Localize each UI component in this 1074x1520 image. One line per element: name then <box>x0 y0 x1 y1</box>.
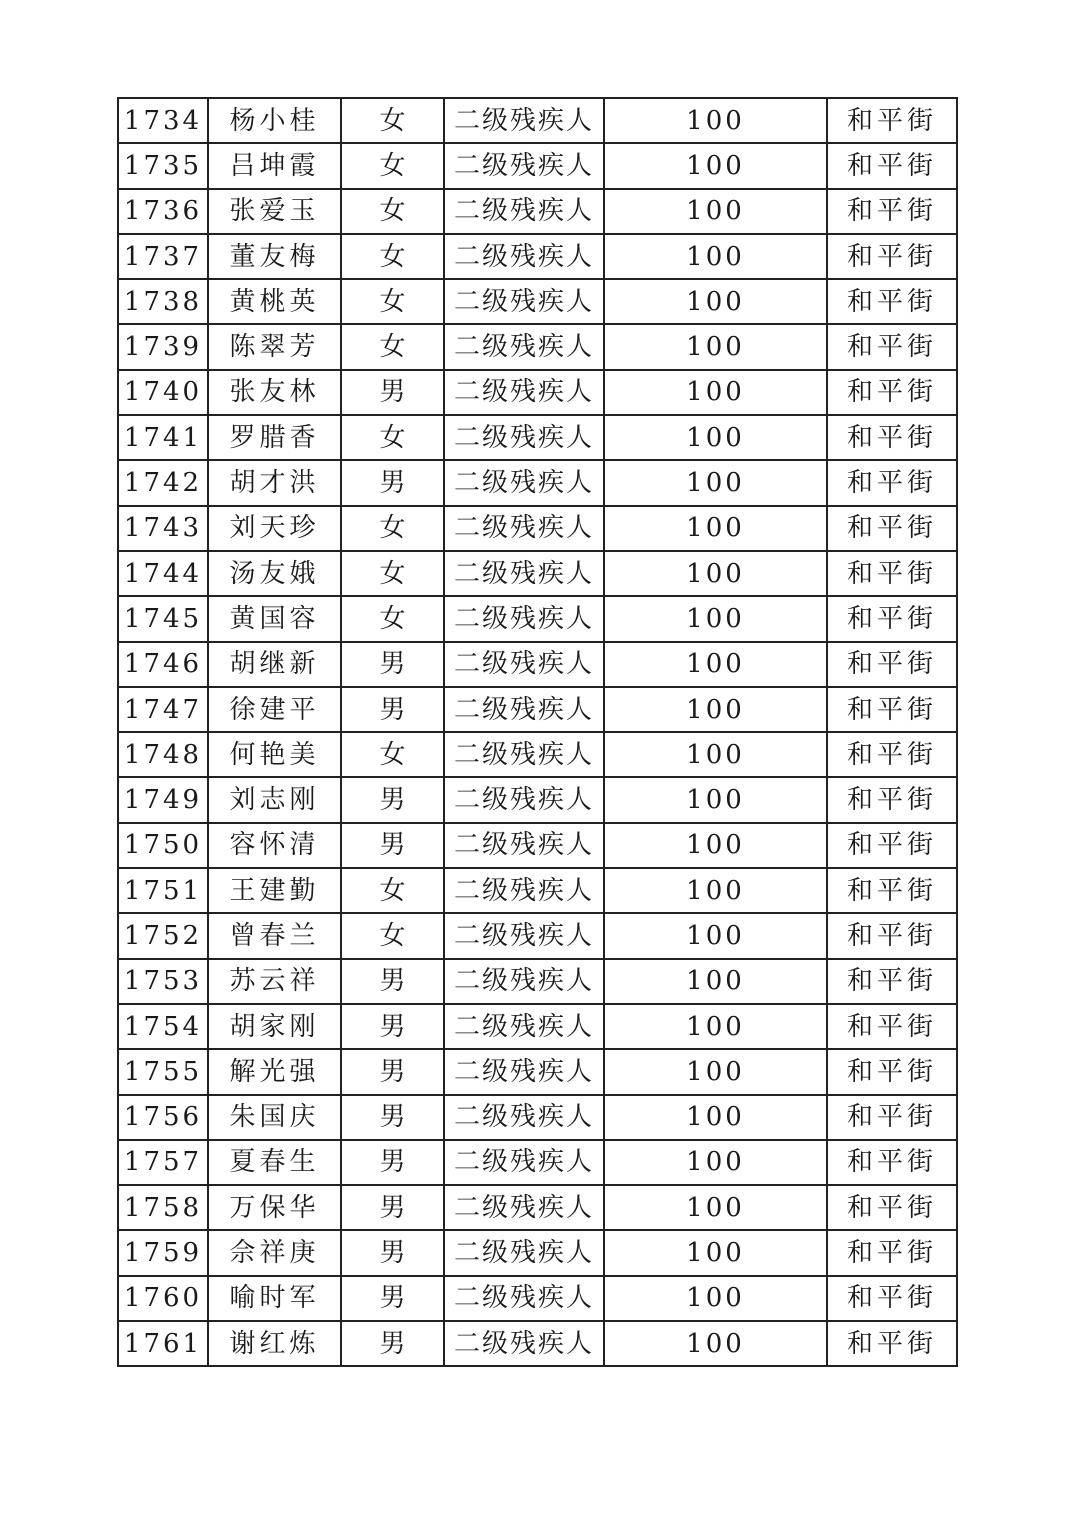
cell-serial-number: 1743 <box>118 506 208 551</box>
cell-serial-number: 1752 <box>118 913 208 958</box>
cell-street: 和平街 <box>827 143 957 188</box>
cell-amount: 100 <box>604 98 827 143</box>
cell-gender: 女 <box>341 234 444 279</box>
cell-street: 和平街 <box>827 370 957 415</box>
cell-gender: 女 <box>341 189 444 234</box>
cell-serial-number: 1761 <box>118 1321 208 1366</box>
cell-disability-level: 二级残疾人 <box>444 1049 604 1094</box>
table-row <box>118 687 957 732</box>
cell-street: 和平街 <box>827 1321 957 1366</box>
cell-name: 吕坤霞 <box>208 143 341 188</box>
table-row <box>118 596 957 641</box>
table-row <box>118 143 957 188</box>
cell-street: 和平街 <box>827 279 957 324</box>
cell-name: 胡继新 <box>208 642 341 687</box>
cell-disability-level: 二级残疾人 <box>444 98 604 143</box>
cell-street: 和平街 <box>827 234 957 279</box>
cell-disability-level: 二级残疾人 <box>444 913 604 958</box>
cell-amount: 100 <box>604 143 827 188</box>
cell-street: 和平街 <box>827 551 957 596</box>
cell-street: 和平街 <box>827 1140 957 1185</box>
table-row <box>118 959 957 1004</box>
cell-amount: 100 <box>604 596 827 641</box>
table-row <box>118 1140 957 1185</box>
cell-gender: 男 <box>341 1230 444 1275</box>
cell-name: 董友梅 <box>208 234 341 279</box>
cell-gender: 男 <box>341 1185 444 1230</box>
cell-serial-number: 1741 <box>118 415 208 460</box>
cell-street: 和平街 <box>827 1276 957 1321</box>
cell-serial-number: 1737 <box>118 234 208 279</box>
cell-serial-number: 1753 <box>118 959 208 1004</box>
cell-name: 朱国庆 <box>208 1095 341 1140</box>
cell-amount: 100 <box>604 1095 827 1140</box>
cell-gender: 女 <box>341 913 444 958</box>
table-row <box>118 189 957 234</box>
cell-name: 陈翠芳 <box>208 324 341 369</box>
cell-gender: 男 <box>341 1049 444 1094</box>
cell-amount: 100 <box>604 189 827 234</box>
cell-gender: 女 <box>341 732 444 777</box>
cell-disability-level: 二级残疾人 <box>444 1140 604 1185</box>
cell-name: 罗腊香 <box>208 415 341 460</box>
cell-name: 谢红炼 <box>208 1321 341 1366</box>
cell-gender: 男 <box>341 1004 444 1049</box>
cell-gender: 男 <box>341 642 444 687</box>
cell-disability-level: 二级残疾人 <box>444 596 604 641</box>
table-row <box>118 370 957 415</box>
cell-amount: 100 <box>604 279 827 324</box>
cell-disability-level: 二级残疾人 <box>444 370 604 415</box>
cell-disability-level: 二级残疾人 <box>444 777 604 822</box>
cell-amount: 100 <box>604 324 827 369</box>
cell-serial-number: 1738 <box>118 279 208 324</box>
table-row <box>118 777 957 822</box>
table-row <box>118 1004 957 1049</box>
table-row <box>118 551 957 596</box>
cell-amount: 100 <box>604 1230 827 1275</box>
cell-street: 和平街 <box>827 913 957 958</box>
cell-gender: 男 <box>341 370 444 415</box>
cell-gender: 男 <box>341 777 444 822</box>
cell-name: 刘天珍 <box>208 506 341 551</box>
cell-street: 和平街 <box>827 415 957 460</box>
cell-serial-number: 1746 <box>118 642 208 687</box>
cell-serial-number: 1745 <box>118 596 208 641</box>
cell-amount: 100 <box>604 913 827 958</box>
table-row <box>118 415 957 460</box>
cell-gender: 女 <box>341 143 444 188</box>
roster-table <box>117 97 958 1367</box>
cell-amount: 100 <box>604 823 827 868</box>
cell-serial-number: 1740 <box>118 370 208 415</box>
cell-amount: 100 <box>604 234 827 279</box>
cell-serial-number: 1742 <box>118 460 208 505</box>
cell-name: 容怀清 <box>208 823 341 868</box>
cell-street: 和平街 <box>827 506 957 551</box>
table-row <box>118 913 957 958</box>
cell-serial-number: 1749 <box>118 777 208 822</box>
cell-street: 和平街 <box>827 98 957 143</box>
cell-name: 黄桃英 <box>208 279 341 324</box>
cell-disability-level: 二级残疾人 <box>444 1095 604 1140</box>
cell-serial-number: 1760 <box>118 1276 208 1321</box>
cell-serial-number: 1736 <box>118 189 208 234</box>
cell-street: 和平街 <box>827 732 957 777</box>
table-row <box>118 823 957 868</box>
cell-disability-level: 二级残疾人 <box>444 189 604 234</box>
table-row <box>118 279 957 324</box>
cell-street: 和平街 <box>827 1185 957 1230</box>
cell-gender: 女 <box>341 98 444 143</box>
cell-gender: 女 <box>341 324 444 369</box>
cell-amount: 100 <box>604 460 827 505</box>
cell-disability-level: 二级残疾人 <box>444 868 604 913</box>
cell-gender: 男 <box>341 1095 444 1140</box>
cell-name: 汤友娥 <box>208 551 341 596</box>
cell-name: 佘祥庚 <box>208 1230 341 1275</box>
cell-amount: 100 <box>604 868 827 913</box>
cell-street: 和平街 <box>827 1095 957 1140</box>
cell-disability-level: 二级残疾人 <box>444 324 604 369</box>
cell-name: 苏云祥 <box>208 959 341 1004</box>
cell-serial-number: 1758 <box>118 1185 208 1230</box>
cell-serial-number: 1747 <box>118 687 208 732</box>
cell-disability-level: 二级残疾人 <box>444 551 604 596</box>
cell-serial-number: 1756 <box>118 1095 208 1140</box>
cell-serial-number: 1750 <box>118 823 208 868</box>
cell-disability-level: 二级残疾人 <box>444 1004 604 1049</box>
cell-disability-level: 二级残疾人 <box>444 506 604 551</box>
cell-disability-level: 二级残疾人 <box>444 415 604 460</box>
cell-amount: 100 <box>604 506 827 551</box>
cell-gender: 女 <box>341 868 444 913</box>
cell-gender: 女 <box>341 551 444 596</box>
cell-name: 夏春生 <box>208 1140 341 1185</box>
table-row <box>118 732 957 777</box>
cell-street: 和平街 <box>827 959 957 1004</box>
cell-name: 杨小桂 <box>208 98 341 143</box>
cell-gender: 男 <box>341 1321 444 1366</box>
cell-street: 和平街 <box>827 460 957 505</box>
table-row <box>118 460 957 505</box>
cell-name: 万保华 <box>208 1185 341 1230</box>
cell-name: 黄国容 <box>208 596 341 641</box>
cell-serial-number: 1744 <box>118 551 208 596</box>
cell-amount: 100 <box>604 1321 827 1366</box>
cell-serial-number: 1755 <box>118 1049 208 1094</box>
cell-disability-level: 二级残疾人 <box>444 642 604 687</box>
cell-name: 何艳美 <box>208 732 341 777</box>
cell-street: 和平街 <box>827 777 957 822</box>
cell-serial-number: 1734 <box>118 98 208 143</box>
cell-amount: 100 <box>604 732 827 777</box>
cell-amount: 100 <box>604 551 827 596</box>
cell-serial-number: 1759 <box>118 1230 208 1275</box>
cell-street: 和平街 <box>827 1004 957 1049</box>
cell-serial-number: 1748 <box>118 732 208 777</box>
cell-name: 喻时军 <box>208 1276 341 1321</box>
cell-street: 和平街 <box>827 189 957 234</box>
cell-amount: 100 <box>604 370 827 415</box>
table-row <box>118 506 957 551</box>
table-row <box>118 234 957 279</box>
cell-disability-level: 二级残疾人 <box>444 732 604 777</box>
table-row <box>118 1230 957 1275</box>
cell-disability-level: 二级残疾人 <box>444 279 604 324</box>
cell-disability-level: 二级残疾人 <box>444 143 604 188</box>
cell-name: 胡才洪 <box>208 460 341 505</box>
cell-gender: 男 <box>341 1140 444 1185</box>
cell-name: 曾春兰 <box>208 913 341 958</box>
cell-name: 解光强 <box>208 1049 341 1094</box>
cell-disability-level: 二级残疾人 <box>444 1321 604 1366</box>
cell-amount: 100 <box>604 1004 827 1049</box>
cell-amount: 100 <box>604 415 827 460</box>
cell-disability-level: 二级残疾人 <box>444 1185 604 1230</box>
cell-amount: 100 <box>604 777 827 822</box>
cell-disability-level: 二级残疾人 <box>444 1230 604 1275</box>
cell-amount: 100 <box>604 1276 827 1321</box>
cell-amount: 100 <box>604 642 827 687</box>
cell-street: 和平街 <box>827 324 957 369</box>
cell-name: 张友林 <box>208 370 341 415</box>
cell-amount: 100 <box>604 959 827 1004</box>
cell-street: 和平街 <box>827 1230 957 1275</box>
cell-name: 刘志刚 <box>208 777 341 822</box>
cell-name: 胡家刚 <box>208 1004 341 1049</box>
cell-serial-number: 1757 <box>118 1140 208 1185</box>
cell-disability-level: 二级残疾人 <box>444 234 604 279</box>
cell-gender: 男 <box>341 959 444 1004</box>
table-row <box>118 1095 957 1140</box>
table-row <box>118 1049 957 1094</box>
table-row <box>118 98 957 143</box>
cell-street: 和平街 <box>827 642 957 687</box>
cell-name: 张爱玉 <box>208 189 341 234</box>
cell-gender: 女 <box>341 279 444 324</box>
cell-gender: 女 <box>341 506 444 551</box>
cell-gender: 女 <box>341 415 444 460</box>
cell-gender: 男 <box>341 687 444 732</box>
cell-gender: 男 <box>341 460 444 505</box>
cell-amount: 100 <box>604 1140 827 1185</box>
cell-amount: 100 <box>604 1185 827 1230</box>
roster-table-body <box>118 98 957 1366</box>
cell-name: 徐建平 <box>208 687 341 732</box>
cell-amount: 100 <box>604 1049 827 1094</box>
cell-name: 王建勤 <box>208 868 341 913</box>
table-row <box>118 1276 957 1321</box>
cell-street: 和平街 <box>827 823 957 868</box>
table-row <box>118 1185 957 1230</box>
cell-gender: 男 <box>341 823 444 868</box>
cell-disability-level: 二级残疾人 <box>444 823 604 868</box>
cell-serial-number: 1754 <box>118 1004 208 1049</box>
cell-street: 和平街 <box>827 687 957 732</box>
table-row <box>118 324 957 369</box>
cell-disability-level: 二级残疾人 <box>444 687 604 732</box>
cell-serial-number: 1735 <box>118 143 208 188</box>
cell-street: 和平街 <box>827 596 957 641</box>
cell-street: 和平街 <box>827 868 957 913</box>
cell-street: 和平街 <box>827 1049 957 1094</box>
cell-serial-number: 1751 <box>118 868 208 913</box>
cell-disability-level: 二级残疾人 <box>444 959 604 1004</box>
cell-disability-level: 二级残疾人 <box>444 460 604 505</box>
cell-amount: 100 <box>604 687 827 732</box>
table-row <box>118 642 957 687</box>
cell-disability-level: 二级残疾人 <box>444 1276 604 1321</box>
cell-serial-number: 1739 <box>118 324 208 369</box>
cell-gender: 男 <box>341 1276 444 1321</box>
cell-gender: 女 <box>341 596 444 641</box>
table-row <box>118 1321 957 1366</box>
table-row <box>118 868 957 913</box>
